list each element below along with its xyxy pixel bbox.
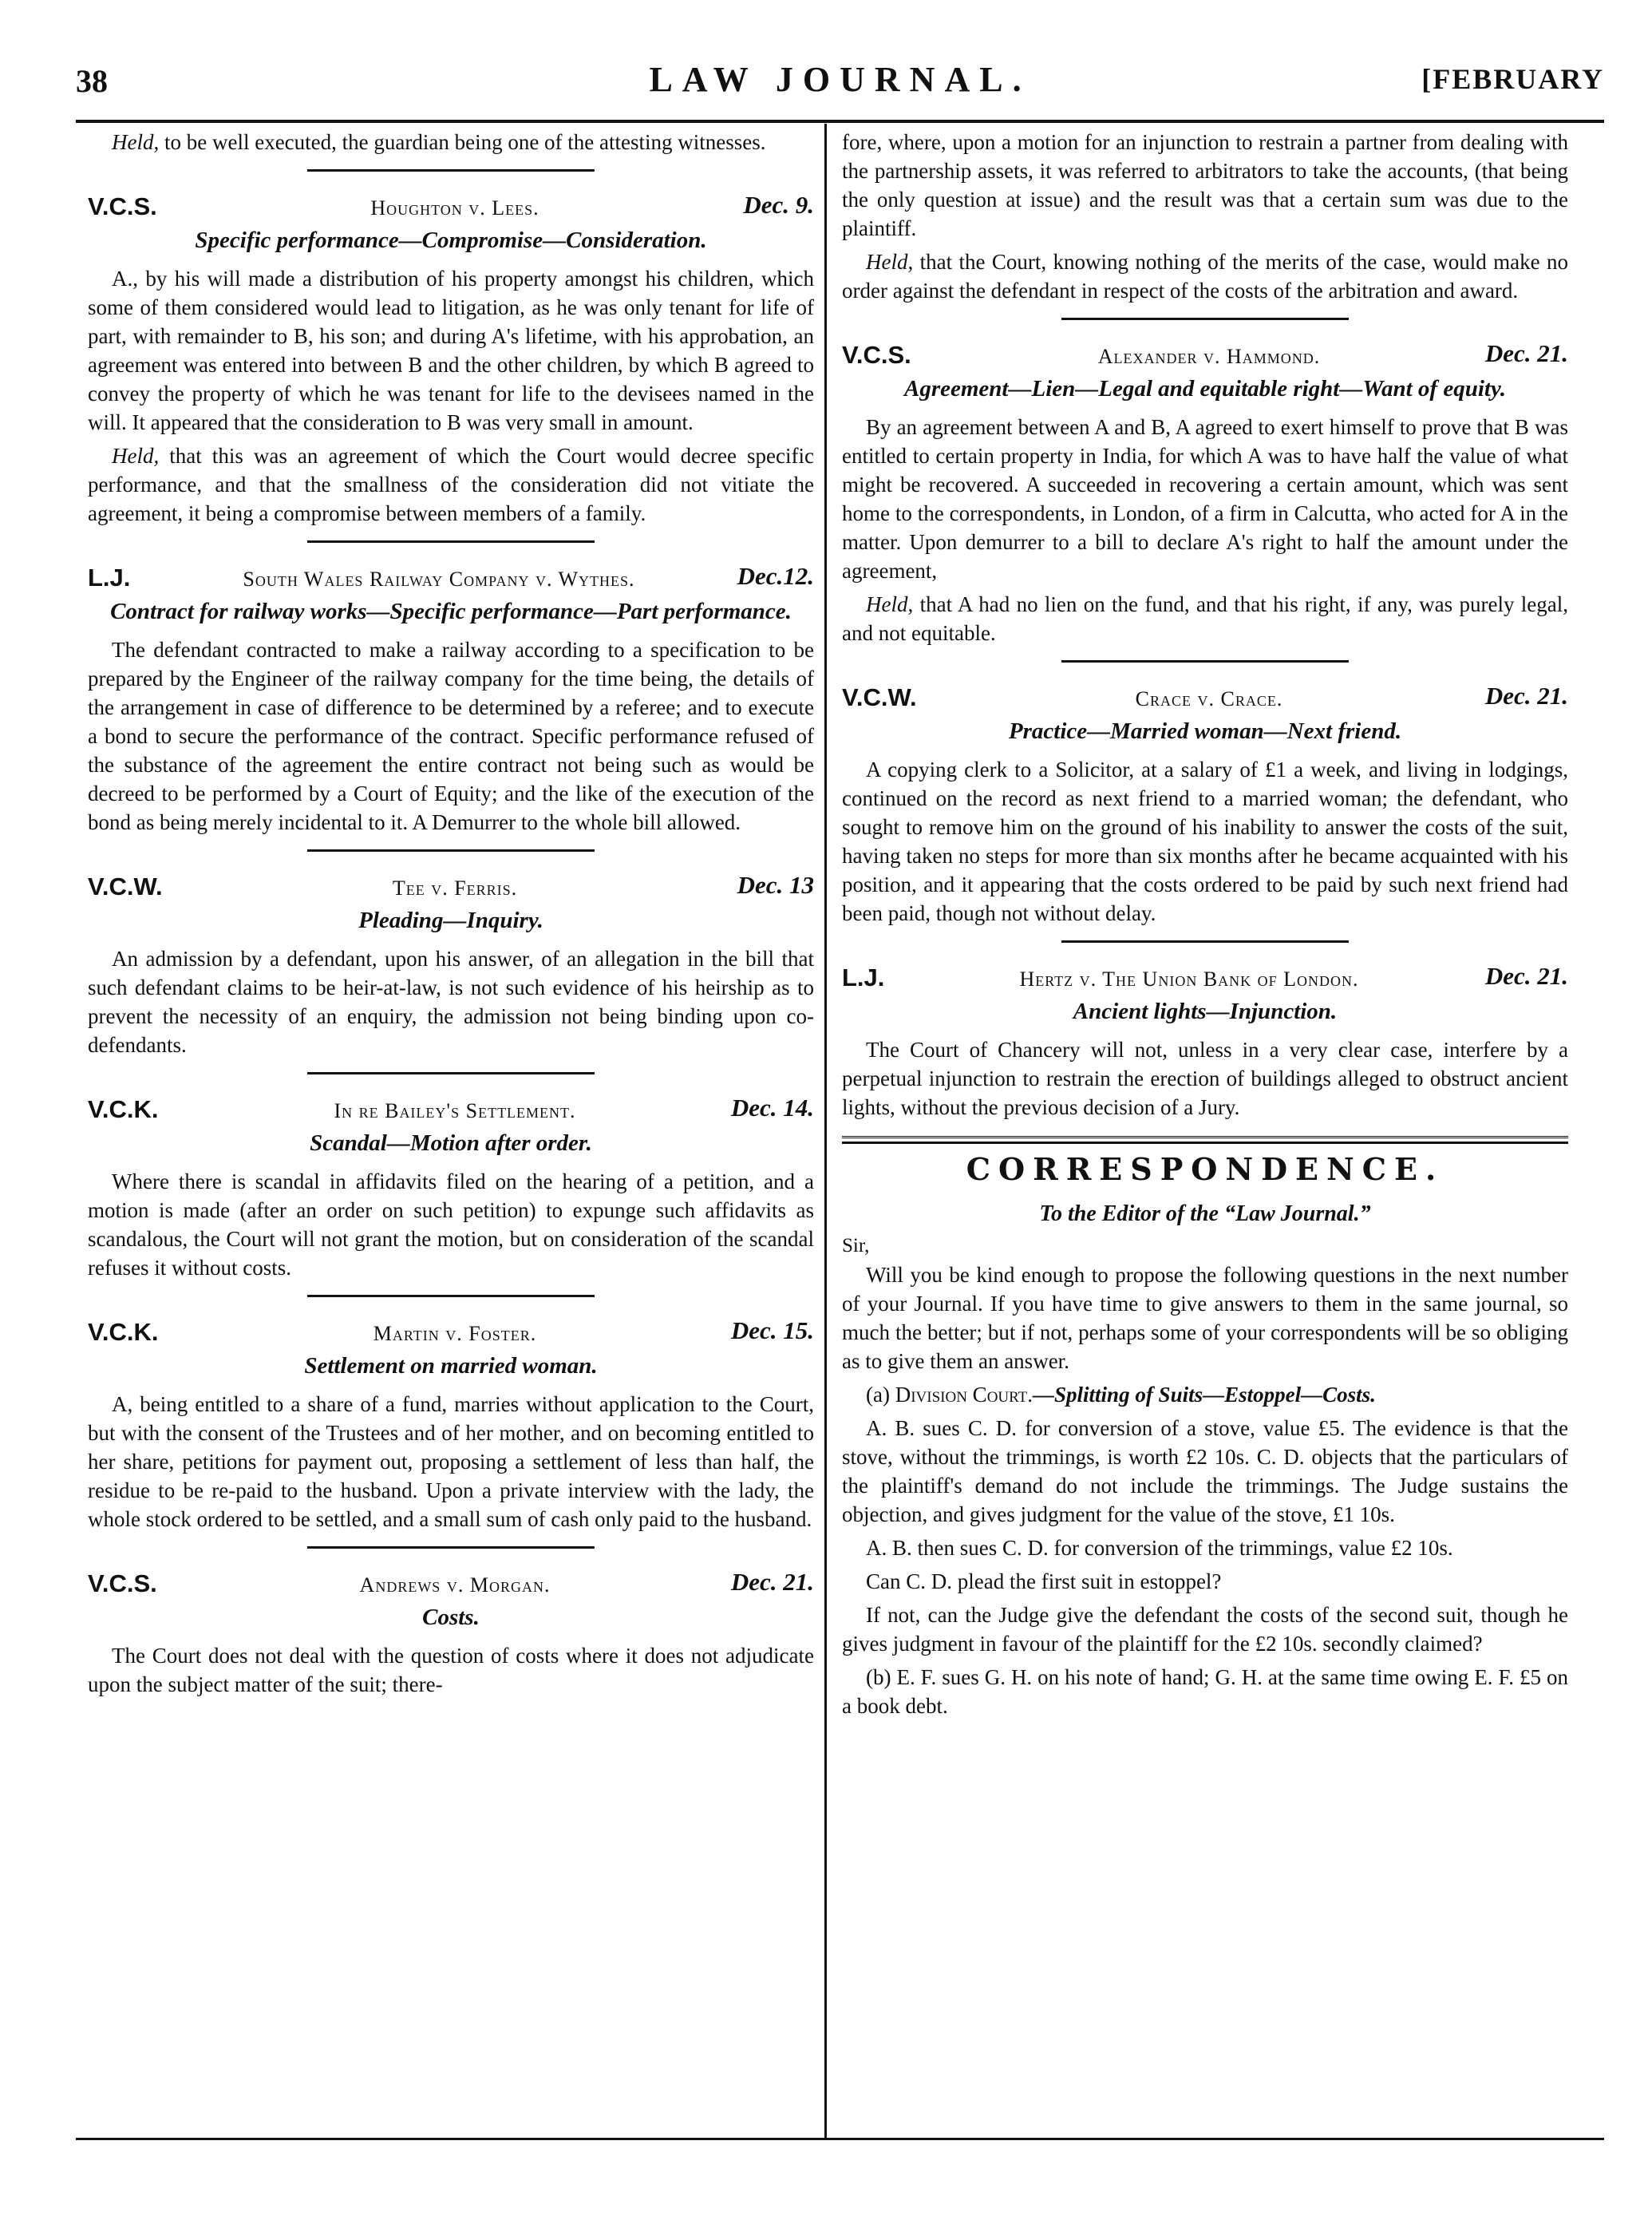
court-label: V.C.K. [88, 1095, 159, 1123]
case-date: Dec. 13 [737, 871, 814, 899]
left-column [88, 128, 814, 1704]
bottom-rule [76, 2138, 1604, 2140]
case-subject: Agreement—Lien—Legal and equitable right—Want of equity. [904, 376, 1506, 402]
case-heading [88, 559, 814, 597]
separator-rule [307, 169, 595, 172]
held-label: Held, [112, 130, 160, 154]
letter-address: To the Editor of the “Law Journal.” [1039, 1201, 1371, 1226]
case-heading [88, 1090, 814, 1129]
court-label: V.C.W. [88, 873, 163, 900]
court-label: V.C.S. [842, 341, 911, 369]
page-number: 38 [76, 63, 108, 99]
case-subject: Contract for railway works—Specific performance—Part performance. [110, 599, 792, 624]
case-heading [842, 336, 1568, 374]
case-paragraph: An admission by a defendant, upon his answer, of an allegation in the bill that such defendant claims to be heir-at-law, is not such evidence of his heirship as to prevent the necessity of an enquiry, the admission not being binding upon co-defendants. [88, 947, 814, 1057]
correspondence-section [842, 1151, 1568, 1720]
separator-rule [1061, 940, 1349, 943]
case-tee-v-ferris [88, 868, 814, 1059]
letter-paragraph: Will you be kind enough to propose the following questions in the next number of your Journal. If you have time to give answers to them in the same journal, so much the better; but if not, perhaps some of your correspondents will be so obliging as to give them an answer. [842, 1263, 1568, 1373]
court-label: V.C.K. [88, 1318, 159, 1346]
case-parties: Crace v. Crace. [1135, 687, 1283, 710]
case-heading [88, 188, 814, 226]
holding-text: that this was an agreement of which the Court would decree specific performance, and that the smallness of the consideration did not vitiate the agreement, it being a compromise between members of a family. [88, 444, 814, 525]
case-bailey-settlement [88, 1090, 814, 1282]
intro-text: to be well executed, the guardian being one of the attesting witnesses. [164, 130, 766, 154]
holding-text: that the Court, knowing nothing of the merits of the case, would make no order against the defendant in respect of the costs of the arbitration and award. [842, 250, 1568, 303]
case-heading [88, 1565, 814, 1603]
court-label: L.J. [842, 964, 885, 991]
letter-paragraph: If not, can the Judge give the defendant the costs of the second suit, though he gives judgment in favour of the plaintiff for the £2 10s. secondly claimed? [842, 1603, 1568, 1656]
case-paragraph: By an agreement between A and B, A agreed to exert himself to prove that B was entitled to certain property in India, for which A was to have half the value of what might be recovered. A succeeded in recovering a certain amount, which was sent home to the correspondents, in London, of a firm in Calcutta, who acted for A in the matter. Upon demurrer to a bill to declare A's right to half the amount under the agreement, [842, 415, 1568, 583]
letter-paragraph: Can C. D. plead the first suit in estoppel? [866, 1569, 1222, 1593]
court-label: L.J. [88, 564, 131, 592]
separator-rule [307, 1546, 595, 1549]
continued-paragraph: fore, where, upon a motion for an injunction to restrain a partner from dealing with the partnership assets, it was referred to arbitrators to take the accounts, (that being the only question at issue) and the result was that a certain sum was due to the plaintiff. [842, 130, 1568, 240]
case-parties: South Wales Railway Company v. Wythes. [243, 568, 635, 591]
case-subject: Pleading—Inquiry. [358, 908, 543, 933]
section-double-rule [842, 1136, 1568, 1144]
case-heading [88, 1313, 814, 1351]
case-parties: Tee v. Ferris. [392, 877, 518, 900]
correspondence-heading: CORRESPONDENCE. [966, 1151, 1445, 1187]
page-header [76, 62, 1604, 118]
column-divider [824, 124, 827, 2139]
case-parties: Alexander v. Hammond. [1097, 345, 1321, 368]
case-date: Dec. 14. [730, 1094, 814, 1122]
case-paragraph: A copying clerk to a Solicitor, at a salary of £1 a week, and living in lodgings, continued on the record as next friend to a married woman; the defendant, who sought to remove him on the ground of his inability to answer the costs of the suit, having taken no steps for more than six months after he became acquainted with his position, and it appearing that the costs ordered to be paid by such next friend had been paid, though not without delay. [842, 758, 1568, 925]
letter-paragraph: A. B. sues C. D. for conversion of a stove, value £5. The evidence is that the stove, without the trimmings, is worth £2 10s. C. D. objects that the particulars of the plaintiff's demand do not include the trimmings. The Judge sustains the objection, and gives judgment for the value of the stove, £1 10s. [842, 1416, 1568, 1526]
case-south-wales-railway [88, 559, 814, 837]
case-andrews-v-morgan [88, 1565, 814, 1699]
holding-text: that A had no lien on the fund, and that his right, if any, was purely legal, and not equitable. [842, 592, 1569, 645]
case-date: Dec.12. [737, 562, 814, 590]
case-date: Dec. 21. [1484, 962, 1568, 990]
case-heading [88, 868, 814, 906]
case-subject: Costs. [422, 1605, 480, 1630]
case-paragraph: A, being entitled to a share of a fund, marries without application to the Court, but with the consent of the Trustees and of her mother, and on becoming entitled to her share, petitions for payment out, proposing a settlement of less than half, the residue to be re-paid to the husband. Upon a private interview with the lady, the whole stock ordered to be settled, and a small sum of cash only paid to the husband. [88, 1392, 814, 1531]
court-label: V.C.W. [842, 683, 917, 711]
right-column [842, 128, 1568, 1725]
separator-rule [307, 1072, 595, 1074]
case-date: Dec. 15. [730, 1316, 814, 1344]
case-subject: Practice—Married woman—Next friend. [1008, 718, 1402, 744]
case-parties: Houghton v. Lees. [370, 196, 539, 220]
question-a-label: (a) [866, 1383, 890, 1407]
court-label: V.C.S. [88, 1569, 157, 1597]
case-heading [842, 959, 1568, 997]
case-subject: Scandal—Motion after order. [310, 1130, 592, 1156]
case-heading [842, 679, 1568, 717]
case-paragraph: The Court of Chancery will not, unless in a very clear case, interfere by a perpetual injunction to restrain the erection of buildings alleged to obstruct ancient lights, without the previous decision of a Jury. [842, 1038, 1568, 1119]
held-label: Held, [866, 250, 914, 274]
case-houghton-v-lees [88, 188, 814, 528]
intro-paragraph [88, 128, 814, 156]
case-subject: Settlement on married woman. [304, 1353, 598, 1379]
case-paragraph: The defendant contracted to make a railway according to a specification to be prepared by the Engineer of the railway company for the time being, the details of the arrangement in case of difference to be determined by a referee; and to execute a bond to secure the performance of the contract. Specific performance refused of the substance of the agreement the entire contract not being such as would be decreed to be performed by a Court of Equity; and the like of the execution of the bond as being merely incidental to it. A Demurrer to the whole bill allowed. [88, 638, 814, 834]
month-label: [FEBRUARY [1421, 63, 1604, 95]
case-paragraph: The Court does not deal with the question of costs where it does not adjudicate upon the subject matter of the suit; there- [88, 1644, 814, 1696]
case-subject: Ancient lights—Injunction. [1073, 999, 1338, 1024]
journal-title: LAW JOURNAL. [649, 60, 1031, 99]
header-rule [76, 120, 1604, 123]
case-parties: In re Bailey's Settlement. [334, 1099, 576, 1122]
case-parties: Hertz v. The Union Bank of London. [1019, 968, 1359, 991]
separator-rule [1061, 318, 1349, 320]
held-label: Held, [112, 444, 160, 468]
separator-rule [307, 540, 595, 543]
case-holding [842, 247, 1568, 305]
case-holding [88, 441, 814, 528]
court-label: V.C.S. [88, 192, 157, 220]
case-paragraph: Where there is scandal in affidavits filed on the hearing of a petition, and a motion is made (after an order on such petition) to expunge such affidavits as scandalous, the Court will not grant the motion, but on consideration of the scandal refuses it without costs. [88, 1169, 814, 1280]
case-date: Dec. 21. [1484, 339, 1568, 367]
letter-salutation: Sir, [842, 1235, 870, 1256]
case-holding [842, 590, 1568, 647]
separator-rule [307, 849, 595, 852]
case-parties: Martin v. Foster. [373, 1322, 537, 1345]
case-date: Dec. 9. [743, 191, 814, 219]
letter-paragraph: A. B. then sues C. D. for conversion of the trimmings, value £2 10s. [866, 1536, 1453, 1560]
separator-rule [307, 1295, 595, 1297]
question-a-subject: —Splitting of Suits—Estoppel—Costs. [1033, 1383, 1376, 1407]
case-crace-v-crace [842, 679, 1568, 928]
question-a-title: Division Court. [895, 1383, 1033, 1407]
case-paragraph: A., by his will made a distribution of his property amongst his children, which some of them considered would lead to litigation, as he was only tenant for life of part, with remainder to B, his son; and during A's lifetime, with his approbation, an agreement was entered into between B and the other children, by which B agreed to convey the property of which he was tenant for life to the devisees named in the will. It appeared that the consideration to B was very small in amount. [88, 267, 814, 434]
case-subject: Specific performance—Compromise—Consideration. [195, 228, 707, 253]
question-a-heading [842, 1380, 1568, 1409]
case-parties: Andrews v. Morgan. [359, 1573, 551, 1597]
separator-rule [1061, 660, 1349, 663]
case-martin-v-foster [88, 1313, 814, 1533]
held-label: Held, [866, 592, 914, 616]
case-alexander-v-hammond [842, 336, 1568, 647]
case-date: Dec. 21. [730, 1568, 814, 1596]
letter-paragraph: (b) E. F. sues G. H. on his note of hand; G. H. at the same time owing E. F. £5 on a book debt. [842, 1665, 1568, 1718]
case-date: Dec. 21. [1484, 682, 1568, 710]
case-hertz-v-union-bank [842, 959, 1568, 1122]
